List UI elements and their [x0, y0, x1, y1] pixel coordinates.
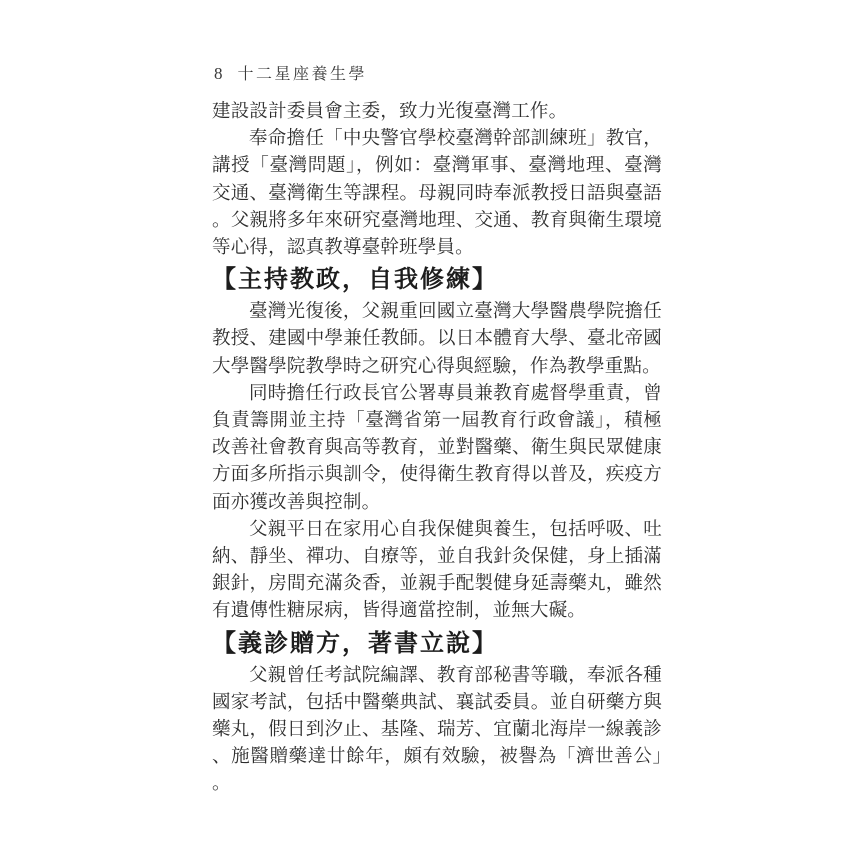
body-paragraph: 臺灣光復後，父親重回國立臺灣大學醫農學院擔任教授、建國中學兼任教師。以日本體育大學、臺北帝國大學醫學院教學時之研究心得與經驗，作為教學重點。 [212, 302, 662, 377]
body-paragraph: 父親平日在家用心自我保健與養生，包括呼吸、吐納、靜坐、禪功、自療等，並自我針灸保健，身上插滿銀針，房間充滿灸香，並親手配製健身延壽藥丸，雖然有遺傳性糖尿病，皆得適當控制，並無大礙。 [212, 519, 662, 622]
page-number: 8 [214, 64, 223, 83]
running-header [214, 61, 367, 84]
page-content [212, 99, 662, 799]
body-paragraph: 父親曾任考試院編譯、教育部秘書等職，奉派各種國家考試，包括中醫藥典試、襄試委員。並自研藥方與藥丸，假日到汐止、基隆、瑞芳、宜蘭北海岸一線義診、施醫贈藥達廿餘年，頗有效驗，被譽為「濟世善公」。 [212, 665, 662, 795]
running-title: 十二星座養生學 [237, 66, 368, 83]
section-heading: 【主持教政，自我修練】 [212, 267, 498, 294]
body-paragraph: 奉命擔任「中央警官學校臺灣幹部訓練班」教官，講授「臺灣問題」，例如：臺灣軍事、臺灣地理、臺灣交通、臺灣衛生等課程。母親同時奉派教授日語與臺語。父親將多年來研究臺灣地理、交通、教育與衛生環境等心得，認真教導臺幹班學員。 [212, 129, 662, 259]
body-paragraph: 同時擔任行政長官公署專員兼教育處督學重責，曾負責籌開並主持「臺灣省第一屆教育行政會議」，積極改善社會教育與高等教育，並對醫藥、衛生與民眾健康方面多所指示與訓令，使得衛生教育得以普及，疾疫方面亦獲改善與控制。 [212, 383, 662, 513]
body-paragraph: 建設設計委員會主委，致力光復臺灣工作。 [212, 102, 568, 122]
section-heading: 【義診贈方，著書立說】 [212, 630, 498, 657]
